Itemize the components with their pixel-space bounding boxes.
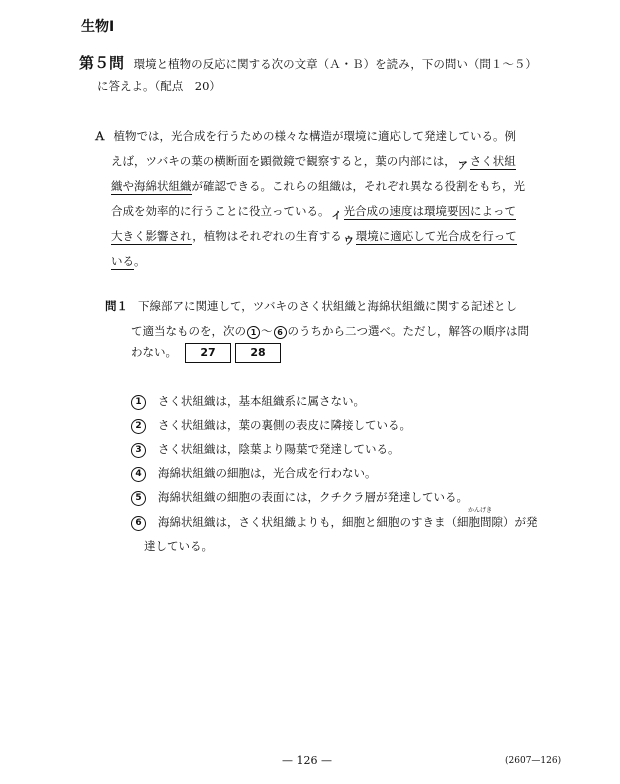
section-a-line4	[111, 203, 516, 222]
option-3[interactable]	[131, 441, 400, 458]
underlined-text-i-cont: 大きく影響され	[111, 229, 193, 243]
underlined-text-u: 環境に適応して光合成を行って	[355, 229, 517, 243]
answer-box-28[interactable]: 28	[235, 343, 281, 363]
q1-line1	[105, 298, 517, 314]
subject-header: 生物Ⅰ	[81, 19, 115, 35]
question-heading	[79, 52, 537, 73]
section-a-line2	[111, 153, 516, 172]
option-4[interactable]	[131, 465, 377, 482]
passage-text: 合成を効率的に行うことに役立っている。	[111, 204, 330, 218]
section-a-line6	[111, 253, 146, 269]
option-text: さく状組織は，基本組織系に属さない。	[158, 394, 365, 408]
section-a-line5	[111, 228, 517, 247]
q1-text: のうちから二つ選べ。ただし，解答の順序は問	[287, 324, 529, 338]
underline-mark-i: イ	[331, 211, 342, 222]
underlined-text-u-cont: いる	[111, 254, 134, 268]
page-number: — 126 —	[282, 754, 332, 767]
underline-mark-a: ア	[457, 161, 468, 172]
ruby-reading: かんげき	[467, 507, 492, 514]
option-number: 5	[131, 491, 146, 506]
option-number: 4	[131, 467, 146, 482]
section-a-label: Ａ	[94, 129, 106, 143]
q1-text: 下線部アに関連して，ツバキのさく状組織と海綿状組織に関する記述とし	[138, 299, 518, 313]
option-text: ）が発	[503, 515, 538, 529]
underline-mark-u: ウ	[343, 236, 354, 247]
option-text: さく状組織は，葉の裏側の表皮に隣接している。	[158, 418, 411, 432]
circled-number-1: 1	[247, 326, 260, 339]
underlined-text-a: さく状組	[469, 154, 516, 168]
option-text: さく状組織は，陰葉より陽葉で発達している。	[158, 442, 400, 456]
exam-code: (2607—126)	[505, 756, 562, 766]
option-text: 海綿状組織の細胞は，光合成を行わない。	[158, 466, 377, 480]
passage-text: えば，ツバキの葉の横断面を顕微鏡で観察すると，葉の内部には，	[111, 154, 456, 168]
passage-text: が確認できる。これらの組織は，それぞれ異なる役割をもち，光	[191, 179, 525, 193]
circled-number-6: 6	[274, 326, 287, 339]
option-number: 6	[131, 516, 146, 531]
ruby-word	[457, 507, 503, 530]
q1-text: わない。	[131, 345, 177, 359]
option-2[interactable]	[131, 417, 411, 434]
question-intro-line1: 環境と植物の反応に関する次の文章（Ａ・Ｂ）を読み，下の問い（問１～５）	[133, 57, 537, 71]
option-6-continuation: 達している。	[144, 539, 213, 553]
question-intro-line2: に答えよ。（配点 20）	[97, 79, 221, 93]
q1-label: 問１	[105, 299, 128, 313]
option-number: 2	[131, 419, 146, 434]
option-text: 海綿状組織の細胞の表面には，クチクラ層が発達している。	[158, 490, 469, 504]
option-6[interactable]	[131, 507, 538, 531]
passage-text: 植物では，光合成を行うための様々な構造が環境に適応して発達している。例	[113, 129, 516, 143]
section-a-line3	[111, 178, 525, 194]
option-5[interactable]	[131, 489, 468, 506]
underlined-text-a-cont: 織や海綿状組織	[111, 179, 192, 193]
option-number: 3	[131, 443, 146, 458]
answer-box-27[interactable]: 27	[185, 343, 231, 363]
option-text: 海綿状組織は，さく状組織よりも，細胞と細胞のすきま（	[158, 515, 457, 529]
question-number: 第５問	[79, 54, 125, 72]
ruby-base: 細胞間隙	[457, 515, 503, 529]
option-1[interactable]	[131, 393, 365, 410]
q1-line3	[131, 343, 281, 363]
option-number: 1	[131, 395, 146, 410]
q1-text: て適当なものを，次の	[131, 324, 246, 338]
passage-text: 。	[134, 254, 146, 268]
passage-text: ，植物はそれぞれの生育する	[192, 229, 342, 243]
q1-text: ～	[261, 324, 273, 338]
q1-line2	[131, 323, 529, 339]
section-a-line1	[94, 128, 516, 144]
underlined-text-i: 光合成の速度は環境要因によって	[343, 204, 516, 218]
